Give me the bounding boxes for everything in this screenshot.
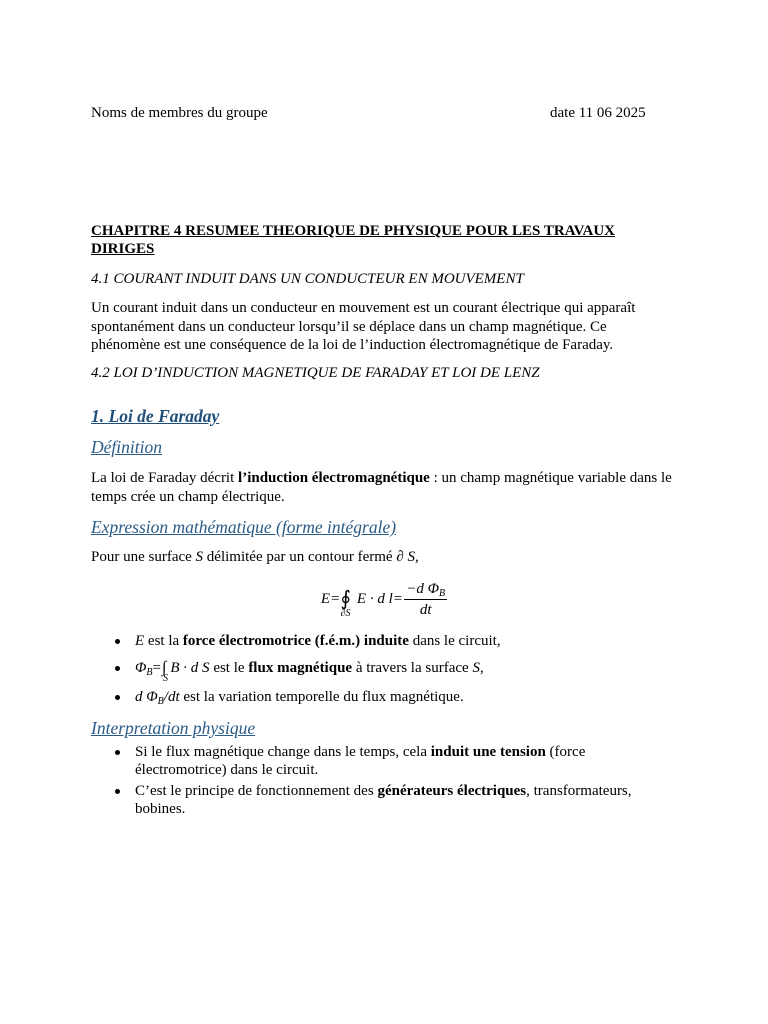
list-item-text: Si le flux magnétique change dans le temps, cela [135, 744, 431, 760]
interpretation-heading: Interpretation physique [91, 718, 256, 738]
list-item [135, 743, 677, 779]
expression-heading: Expression mathématique (forme intégrale) [91, 517, 397, 537]
list-item-text: est la variation temporelle du flux magnétique. [179, 689, 464, 705]
interpretation-list [91, 743, 677, 818]
faraday-equation [91, 577, 677, 621]
surface-symbol: S [472, 660, 480, 676]
list-item [135, 632, 677, 650]
chapter-title: CHAPITRE 4 RESUMEE THEORIQUE DE PHYSIQUE POUR LES TRAVAUX DIRIGES [91, 223, 615, 257]
section-4-2-title: 4.2 LOI D’INDUCTION MAGNETIQUE DE FARADAY ET LOI DE LENZ [91, 365, 540, 381]
paragraph-text: délimitée par un contour fermé [203, 549, 397, 565]
list-item [135, 688, 677, 706]
fraction-numerator [404, 580, 447, 600]
bold-term: force électromotrice (f.é.m.) induite [182, 633, 409, 649]
list-item [135, 782, 677, 818]
bold-term: induit une tension [430, 744, 546, 760]
list-item-text: dans le circuit, [408, 633, 501, 649]
section-4-1-paragraph: Un courant induit dans un conducteur en mouvement est un courant électrique qui apparaît spontanément dans un conducteur lorsqu’il se déplace dans un champ magnétique. Ce phénomène est une conséquence de la loi de l’induction électromagnétique de Faraday. [91, 300, 636, 353]
paragraph-text: La loi de Faraday décrit [91, 470, 239, 486]
emf-symbol: E [320, 591, 331, 607]
list-item-text: est la [144, 633, 183, 649]
contour-integral-sign: ∮ [340, 588, 351, 610]
list-item-text: C’est le principe de fonctionnement des [135, 783, 378, 799]
list-item-text: , [479, 660, 484, 676]
group-members-label: Noms de membres du groupe [91, 105, 268, 121]
bold-term: flux magnétique [248, 660, 353, 676]
definition-paragraph [91, 469, 677, 506]
section-4-1-title: 4.1 COURANT INDUIT DANS UN CONDUCTEUR EN MOUVEMENT [91, 271, 524, 287]
definition-heading: Définition [91, 437, 162, 457]
integrand: E · d l [356, 591, 393, 607]
derivative-subscript: B [157, 696, 164, 707]
equals-sign: = [331, 591, 340, 607]
integral-sign: ∫ [162, 659, 167, 676]
list-item-text: est le [209, 660, 249, 676]
fraction-denominator: dt [419, 601, 432, 618]
list-item-text: , transformateurs, bobines. [135, 783, 632, 817]
paragraph-text: , [414, 549, 419, 565]
emf-symbol: E [135, 633, 145, 649]
numerator-text: −d Φ [406, 580, 440, 597]
bold-term: générateurs électriques [377, 783, 527, 799]
derivative-numerator: d Φ [135, 689, 158, 705]
integrand: B · d S [170, 660, 210, 676]
list-item [135, 659, 677, 684]
flux-symbol: Φ [135, 660, 147, 676]
fraction [404, 580, 447, 619]
surface-symbol: S [195, 549, 204, 565]
integral-limit: S [163, 673, 168, 684]
equals-sign: = [393, 591, 403, 607]
contour-symbol: ∂ S [396, 549, 415, 565]
contour-integral [340, 587, 351, 619]
list-item-text: (force électromotrice) dans le circuit. [135, 744, 586, 778]
derivative-denominator: /dt [163, 689, 180, 705]
bold-term: l’induction électromagnétique [238, 470, 430, 486]
equals-sign: = [152, 660, 161, 676]
numerator-subscript: B [439, 587, 446, 599]
contour-integral-limit: ∂S [340, 608, 351, 619]
list-item-text: à travers la surface [352, 660, 473, 676]
paragraph-text: : un champ magnétique variable dans le temps crée un champ électrique. [91, 470, 672, 505]
formula-terms-list [91, 632, 677, 706]
date-label: date 11 06 2025 [550, 105, 646, 121]
flux-subscript: B [146, 667, 153, 678]
surface-intro-paragraph [91, 548, 677, 566]
paragraph-text: Pour une surface [91, 549, 196, 565]
faraday-heading: 1. Loi de Faraday [91, 406, 220, 426]
surface-integral [162, 659, 168, 684]
